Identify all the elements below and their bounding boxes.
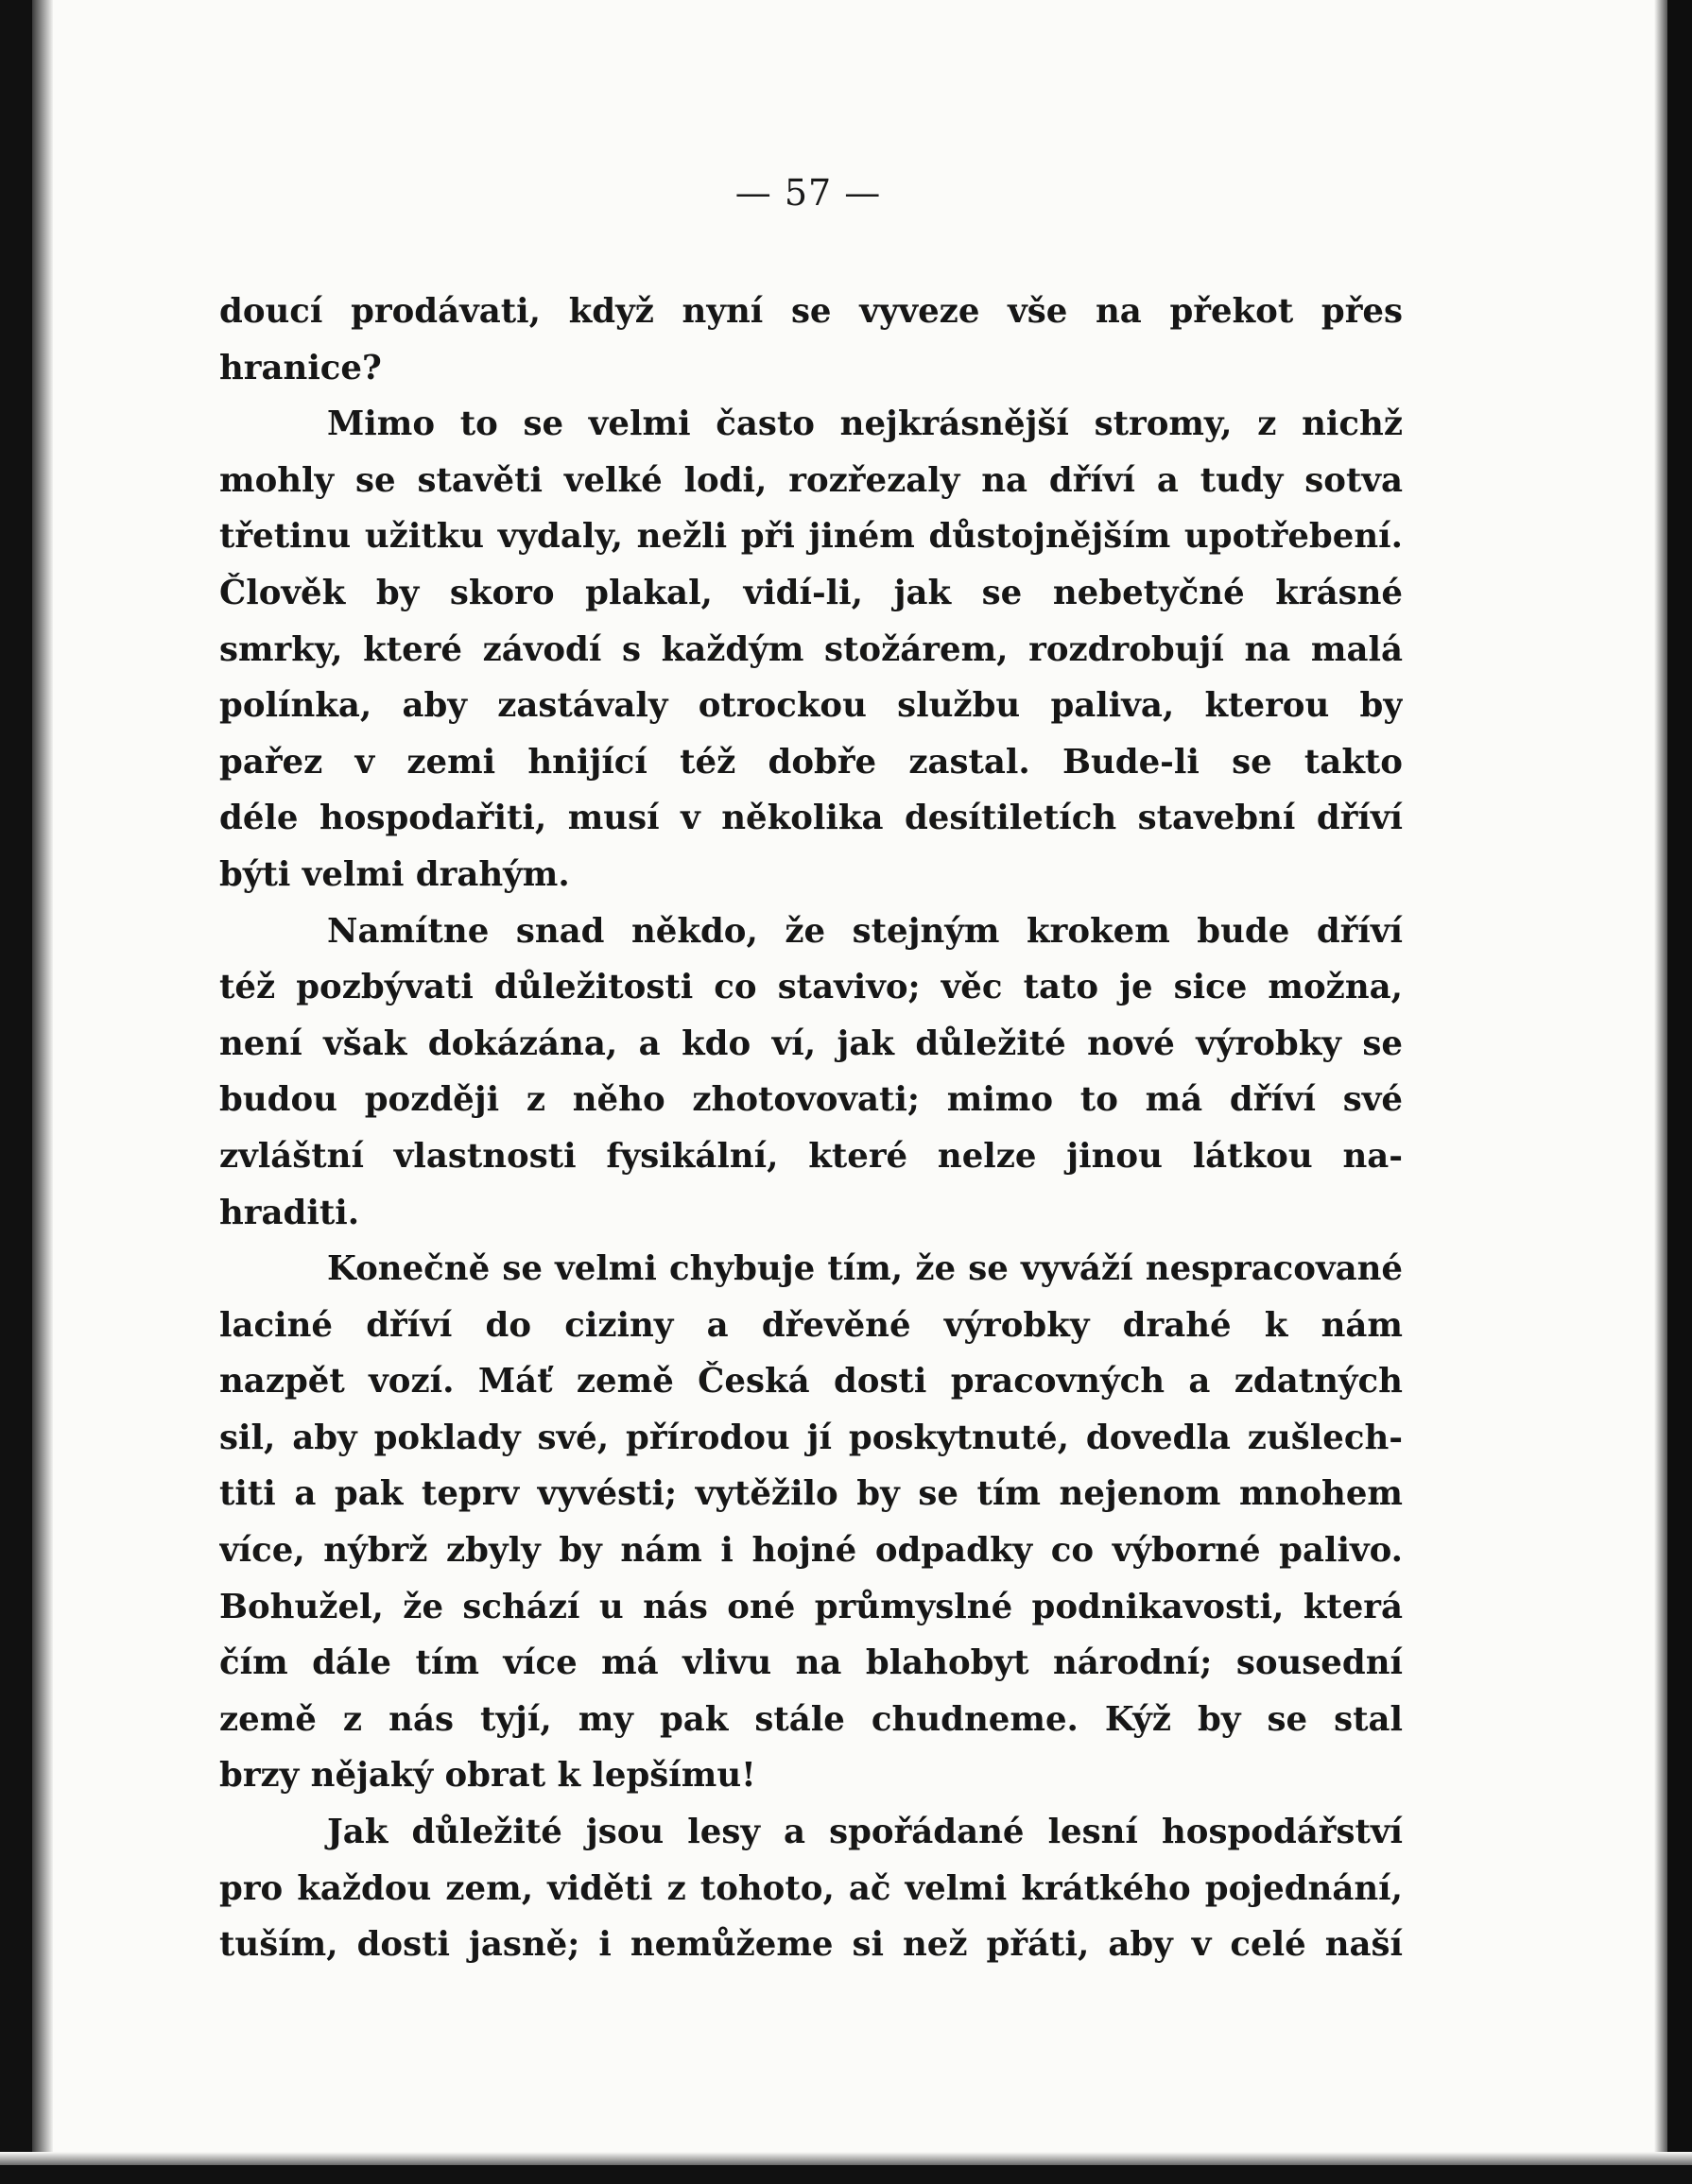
text-line: býti velmi drahým. [219, 854, 570, 894]
scan-border-bottom [0, 2165, 1692, 2184]
text-line: hranice? [219, 348, 382, 387]
paragraph [219, 284, 1403, 396]
text-line: Konečně se velmi chybuje tím, že se vyváží nespracované [327, 1249, 1403, 1289]
text-line: Jak důležité jsou lesy a spořádané lesní hospodářství [327, 1813, 1403, 1852]
text-line: nazpět vozí. Máť země Česká dosti pracovných a zdatných [219, 1362, 1403, 1402]
text-line: Bohužel, že schází u nás oné průmyslné podnikavosti, která [219, 1587, 1403, 1626]
text-line: laciné dříví do ciziny a dřevěné výrobky drahé k nám [219, 1305, 1403, 1345]
text-line: není však dokázána, a kdo ví, jak důležité nové výrobky se [219, 1023, 1403, 1063]
text-line: doucí prodávati, když nyní se vyveze vše na překot přes [219, 292, 1403, 331]
text-line: polínka, aby zastávaly otrockou službu paliva, kterou by [219, 686, 1403, 726]
text-line: třetinu užitku vydaly, nežli při jiném důstojnějším upotřebení. [219, 517, 1403, 557]
text-line: více, nýbrž zbyly by nám i hojné odpadky co výborné palivo. [219, 1531, 1403, 1571]
body-text [219, 284, 1403, 1973]
paragraph [219, 1241, 1403, 1804]
scan-shadow-left [32, 0, 53, 2184]
text-line: sil, aby poklady své, přírodou jí poskytnuté, dovedla zušlech- [219, 1418, 1403, 1457]
text-line: tuším, dosti jasně; i nemůžeme si než přáti, aby v celé naší [219, 1925, 1403, 1965]
text-line: budou později z něho zhotovovati; mimo to má dříví své [219, 1080, 1403, 1120]
scan-shadow-bottom [0, 2152, 1692, 2165]
text-line: mohly se stavěti velké lodi, rozřezaly na dříví a tudy sotva [219, 460, 1403, 500]
text-line: titi a pak teprv vyvésti; vytěžilo by se tím nejenom mnohem [219, 1474, 1403, 1514]
text-line: Namítne snad někdo, že stejným krokem bude dříví [327, 911, 1403, 951]
text-line: déle hospodařiti, musí v několika desítiletích stavební dříví [219, 799, 1403, 838]
text-line: pro každou zem, viděti z tohoto, ač velmi krátkého pojednání, [219, 1868, 1403, 1908]
text-line: smrky, které závodí s každým stožárem, rozdrobují na malá [219, 629, 1403, 669]
paragraph [219, 1804, 1403, 1973]
scan-border-right [1667, 0, 1692, 2184]
page-number: — 57 — [734, 172, 882, 214]
text-line: Mimo to se velmi často nejkrásnější stromy, z nichž [327, 404, 1403, 444]
text-line: pařez v zemi hnijící též dobře zastal. Bude-li se takto [219, 742, 1403, 782]
text-line: Člověk by skoro plakal, vidí-li, jak se nebetyčné krásné [219, 573, 1403, 612]
scan-shadow-right [1654, 0, 1667, 2184]
text-line: země z nás tyjí, my pak stále chudneme. Kýž by se stal [219, 1699, 1403, 1739]
text-line: brzy nějaký obrat k lepšímu! [219, 1756, 756, 1796]
paragraph [219, 903, 1403, 1242]
text-line: též pozbývati důležitosti co stavivo; věc tato je sice možna, [219, 968, 1403, 1007]
text-line: zvláštní vlastnosti fysikální, které nelze jinou látkou na- [219, 1136, 1403, 1176]
paragraph [219, 396, 1403, 903]
scan-border-left [0, 0, 32, 2184]
text-line: hraditi. [219, 1193, 360, 1232]
text-line: čím dále tím více má vlivu na blahobyt národní; sousední [219, 1643, 1403, 1683]
